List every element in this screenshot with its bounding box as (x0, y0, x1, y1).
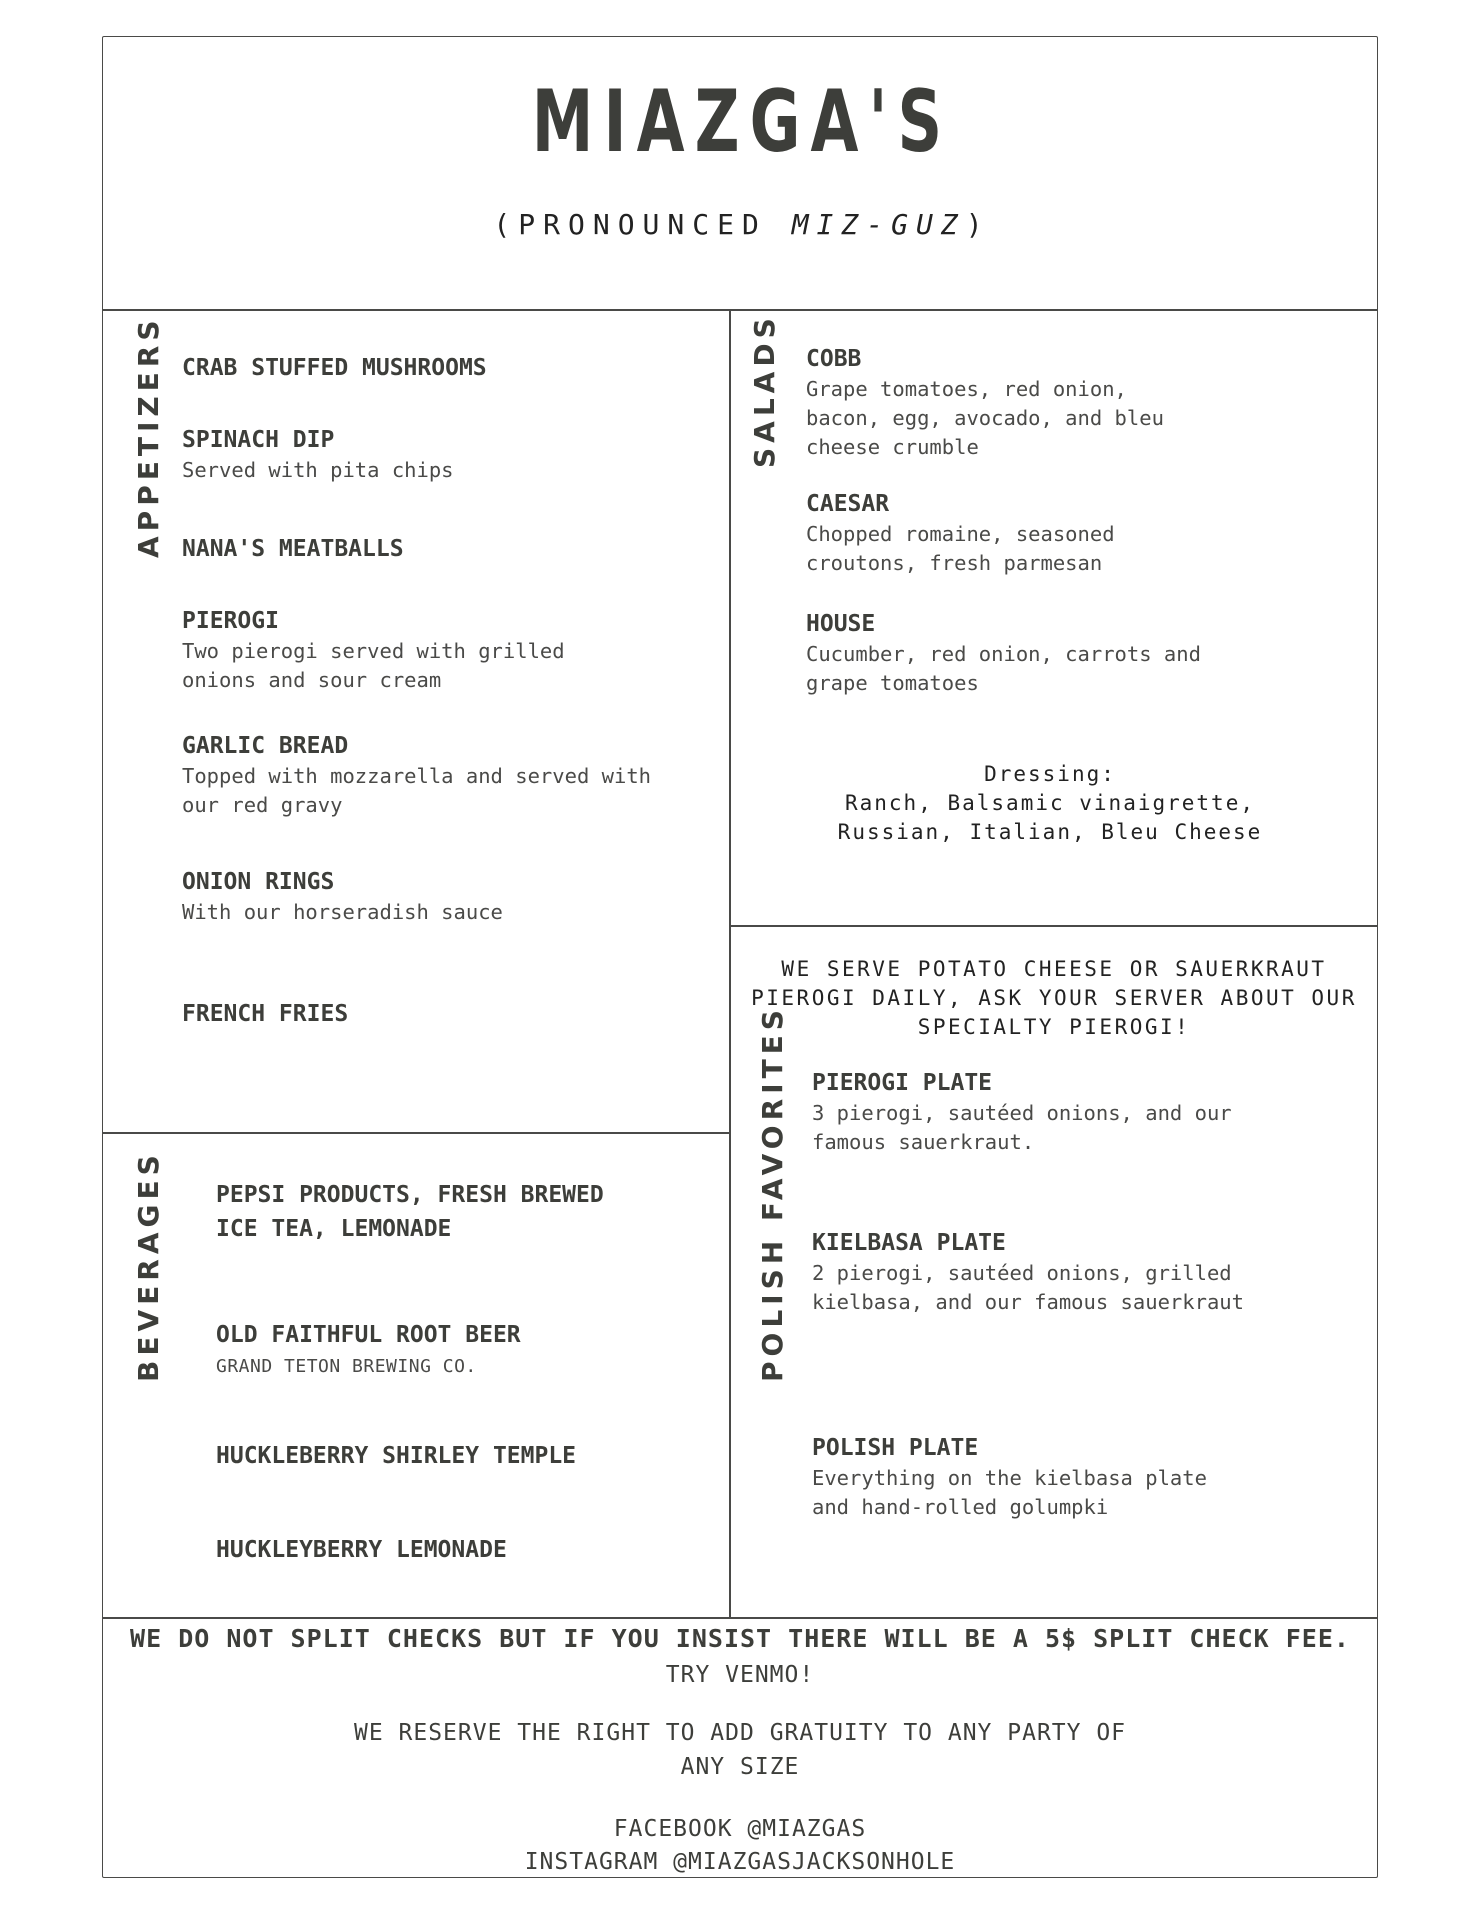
beverage-name: HUCKLEBERRY SHIRLEY TEMPLE (216, 1443, 577, 1469)
salad-desc: Cucumber, red onion, carrots and grape tomatoes (806, 642, 1201, 695)
appetizer-item (182, 607, 622, 695)
gratuity-text: WE RESERVE THE RIGHT TO ADD GRATUITY TO ANY PARTY OF ANY SIZE (353, 1720, 1127, 1780)
center-vertical-divider (729, 310, 731, 1618)
salad-desc: Chopped romaine, seasoned croutons, fresh parmesan (806, 522, 1115, 575)
appetizer-name: SPINACH DIP (182, 427, 335, 453)
appetizers-beverages-divider (103, 1132, 730, 1134)
polish-desc: 2 pierogi, sautéed onions, grilled kielbasa, and our famous sauerkraut (812, 1261, 1244, 1314)
salad-item (806, 490, 1166, 578)
beverage-name: PEPSI PRODUCTS, FRESH BREWED ICE TEA, LEMONADE (216, 1182, 604, 1242)
polish-name: PIEROGI PLATE (812, 1070, 993, 1096)
pronunciation-prefix: (PRONOUNCED (493, 208, 792, 241)
polish-name: KIELBASA PLATE (812, 1230, 1006, 1256)
beverages-label: BEVERAGES (132, 1150, 165, 1382)
salad-name: COBB (806, 346, 862, 372)
appetizer-item (182, 1000, 702, 1028)
appetizer-item (182, 732, 652, 820)
beverage-item (216, 1439, 716, 1473)
split-check-notice: WE DO NOT SPLIT CHECKS BUT IF YOU INSIST THERE WILL BE A 5$ SPLIT CHECK FEE. (130, 1624, 1350, 1653)
polish-favorites-label: POLISH FAVORITES (756, 1005, 789, 1382)
beverage-desc: GRAND TETON BREWING CO. (216, 1356, 477, 1377)
salad-desc: Grape tomatoes, red onion, bacon, egg, avocado, and bleu cheese crumble (806, 377, 1164, 459)
appetizer-name: PIEROGI (182, 608, 279, 634)
appetizer-desc: Topped with mozzarella and served with our red gravy (182, 764, 651, 817)
appetizer-name: NANA'S MEATBALLS (182, 536, 404, 562)
header-divider (103, 309, 1377, 311)
dressing-info (800, 760, 1300, 847)
salad-item (806, 610, 1206, 698)
appetizer-name: FRENCH FRIES (182, 1001, 349, 1027)
beverage-item (216, 1533, 716, 1567)
appetizer-desc: With our horseradish sauce (182, 900, 503, 924)
salad-item (806, 345, 1206, 462)
polish-name: POLISH PLATE (812, 1435, 979, 1461)
salads-label: SALADS (748, 313, 781, 468)
appetizer-item (182, 354, 702, 382)
beverage-item (216, 1318, 676, 1381)
pronunciation (0, 208, 1484, 241)
appetizer-item (182, 535, 702, 563)
appetizer-item (182, 868, 702, 927)
gratuity-notice (330, 1716, 1150, 1784)
appetizer-name: GARLIC BREAD (182, 733, 349, 759)
polish-desc: Everything on the kielbasa plate and hand-rolled golumpki (812, 1466, 1207, 1519)
beverage-name: HUCKLEYBERRY LEMONADE (216, 1537, 507, 1563)
polish-item (812, 1069, 1272, 1157)
appetizer-name: ONION RINGS (182, 869, 335, 895)
pierogi-daily-note: WE SERVE POTATO CHEESE OR SAUERKRAUT PIEROGI DAILY, ASK YOUR SERVER ABOUT OUR SPECIALTY PIEROGI! (751, 957, 1357, 1039)
polish-item (812, 1434, 1242, 1522)
pronunciation-phonetic: MIZ-GUZ (791, 208, 966, 241)
polish-item (812, 1229, 1272, 1317)
polish-desc: 3 pierogi, sautéed onions, and our famous sauerkraut. (812, 1101, 1232, 1154)
footer-divider (103, 1617, 1377, 1619)
dressing-title: Dressing: (984, 762, 1116, 786)
salad-name: CAESAR (806, 491, 890, 517)
salads-polish-divider (730, 925, 1378, 927)
venmo-notice: TRY VENMO! (665, 1662, 815, 1688)
beverage-name: OLD FAITHFUL ROOT BEER (216, 1322, 521, 1348)
beverage-item (216, 1178, 616, 1246)
appetizer-item (182, 426, 702, 485)
appetizers-label: APPETIZERS (132, 315, 165, 558)
salad-name: HOUSE (806, 611, 876, 637)
restaurant-name: MIAZGA'S (531, 72, 953, 172)
pronunciation-suffix: ) (965, 208, 991, 241)
appetizer-desc: Served with pita chips (182, 458, 454, 482)
appetizer-desc: Two pierogi served with grilled onions and sour cream (182, 639, 565, 692)
instagram-handle: INSTAGRAM @MIAZGASJACKSONHOLE (524, 1849, 956, 1875)
dressing-list: Ranch, Balsamic vinaigrette, Russian, Italian, Bleu Cheese (837, 791, 1263, 844)
appetizer-name: CRAB STUFFED MUSHROOMS (182, 355, 487, 381)
facebook-handle: FACEBOOK @MIAZGAS (613, 1816, 867, 1842)
